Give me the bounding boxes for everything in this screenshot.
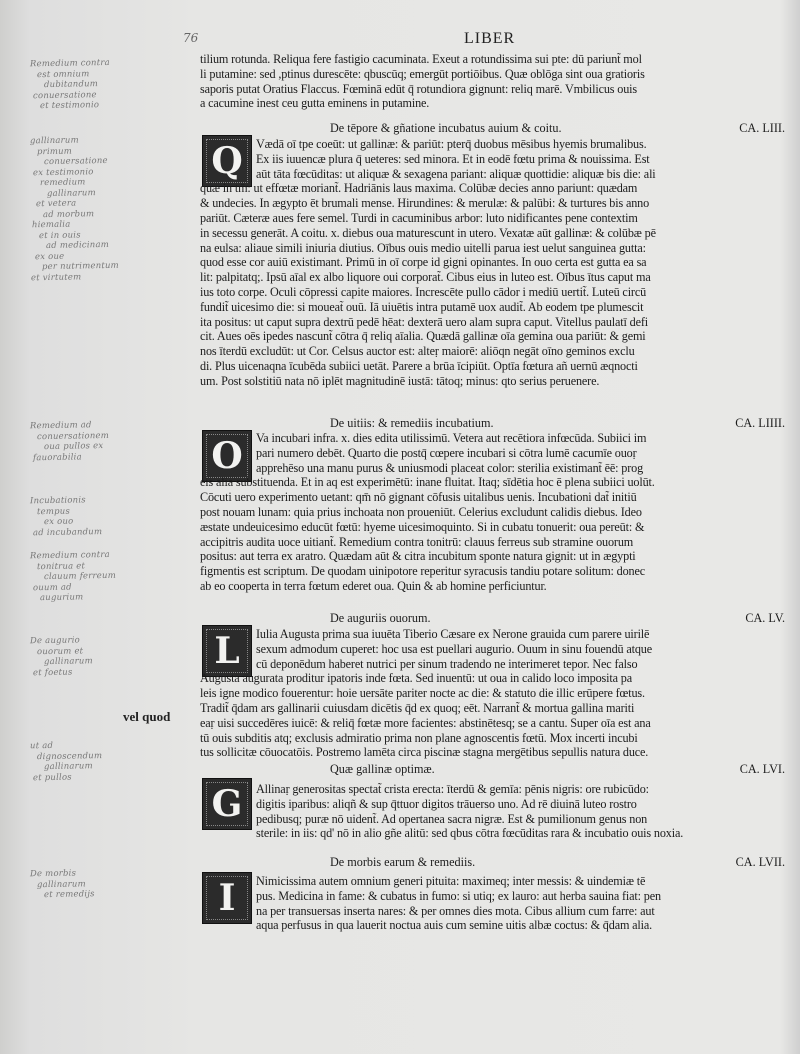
text-block-ch57 (200, 874, 785, 933)
text-line: cit. Aues oēs ipedes nascunt̃ cōtra q̄ reliq aīalia. Quædā gallinæ oīa gemina oua pariūt: & gemi (200, 329, 646, 344)
margin-note-line: ouum ad (32, 582, 72, 593)
text-line: Ex iis iuuencæ plura q̄ ueteres: sed minora. Et in eodē fœtu prima & nouissima. Est (256, 151, 650, 166)
text-line: leis igne modico fouerentur: hoie uersāte pariter nocte ac die: & statuto die illic erūpere fœtus. (200, 686, 645, 701)
margin-note-line: ex ouo (43, 516, 74, 528)
text-line: apprehēso una manu purus & uniusmodi placeat color: sterilia existimant̃ ēē: prog (256, 460, 644, 475)
chapter-number: CA. LV. (745, 611, 785, 625)
margin-note-line: gallinarum (43, 656, 93, 668)
text-block-intro (200, 52, 785, 111)
text-line: & undecies. In ægypto ēt brumali mense. Hirundines: & merulæ: & palūbi: & turtures bis anno (200, 196, 650, 211)
text-line: pariūt. Cæteræ aues fere semel. Turdi in cacuminibus arbor: luto nidificantes pene contextim (200, 210, 638, 225)
chapter-title: De tēpore & gñatione incubatus auium & coitu. (330, 121, 562, 135)
margin-note-line: Incubationis (29, 495, 86, 507)
margin-note-line: et in ouis (38, 229, 81, 241)
chapter-heading-55 (200, 611, 785, 626)
margin-note-line: dignoscendum (36, 750, 103, 762)
text-line: Va incubari infra. x. dies edita utilissimū. Vetera aut recētiora infœcūda. Subiici im (256, 431, 647, 445)
chapter-number: CA. LVI. (739, 762, 785, 776)
margin-note-line: dubitandum (43, 79, 99, 91)
text-line: sterile: in iis: qd' nō in alio gñe alitū: sed qbus cōtra fœcūditas rara & incubatio ouis noxia. (256, 826, 684, 841)
text-line: Cōcuti uero experimento uetant: qm̄ nō gignant cōfusis uitalibus uenis. Incubationi dat̃ initiū (200, 490, 637, 505)
chapter-title: Quæ gallinæ optimæ. (330, 762, 435, 776)
margin-note-line: gallinarum (43, 761, 93, 773)
running-head: LIBER (464, 30, 516, 47)
margin-note-line: remedium (39, 177, 86, 189)
margin-note-line: et remedijs (43, 889, 95, 901)
margin-note-3 (30, 420, 180, 462)
chapter-heading-54 (200, 416, 785, 431)
text-line: um. Post solstitiū nata nō iplēt magnitudinē iustā: tātoq; minus: qto serius peruenere. (200, 373, 600, 388)
text-block-ch53 (200, 137, 785, 389)
margin-note-line: ex oue (34, 251, 65, 262)
margin-note-line: gallinarum (36, 878, 86, 890)
text-line: positus: aut terra ex aratro. Quædam aūt & citra incubitum sponte natura gignit: ut in ægypti (200, 549, 636, 564)
text-line: tus sollicitæ cōuocatōis. Postremo lamēta circa piscinæ stagna mergētibus sepullis natura duce. (200, 745, 649, 760)
text-line: Vædā oī tpe coeūt: ut gallinæ: & pariūt: pterq̄ duobus mēsibus hyemis brumalibus. (256, 137, 647, 151)
margin-note-line: augurium (39, 592, 84, 604)
text-line: pari numero debēt. Quarto die postq̄ cœpere incubari si cōtra lumē cacumīe ouoṛ (256, 445, 637, 460)
chapter-heading-53 (200, 121, 785, 136)
text-line: di. Plus uicenaqna īcubēda subiici uetāt. Parere a brūa īcipiūt. Optīa fœtura añ uernū æqnocti (200, 358, 638, 373)
text-line: tū ouis subditis atq; exclusis admiratio prima non plane agnoscentis fœtū. Mox incerti incubi (200, 730, 638, 745)
decorated-initial-q: Q (202, 135, 252, 187)
text-line: eis alia substituenda. Et in aq est experimētū: inane fluitat. Itaq; sīdētia hoc ē plena subiici uolūt. (200, 475, 655, 490)
margin-note-line: ad medicinam (45, 239, 110, 252)
margin-note-line: et pullos (32, 772, 72, 783)
text-line: ius toto corpe. Oculi cōpressi capite maiores. Increscēte pullo cādor i mediū uertit̃. Luteū circū (200, 284, 647, 299)
margin-note-line: conuersationem (36, 430, 110, 442)
margin-note-8 (30, 868, 180, 900)
text-line: li putamine: sed ,ptinus durescēte: qbuscūq; emergūt portiōibus. Quæ oblōga sint oua gratioris (200, 66, 645, 81)
text-block-ch55 (200, 627, 785, 760)
text-line: pus. Medicina in fame: & cubatus in fumo: si utiq; ex lauro: aut herba sauina fiat: pen (256, 888, 661, 903)
text-line: eaṛ uisi succedēres iuicē: & reliq̄ fœtæ more facientes: abstinētesq; se a cantu. Super oīa est ana (200, 715, 651, 730)
text-line: ita positus: ut caput supra dextrū pedē hēat: dexterā uero alam supra caput. Vitellus paulatī defi (200, 314, 648, 329)
margin-note-line: Remedium ad (29, 420, 92, 432)
margin-note-line: per nutrimentum (41, 260, 119, 273)
margin-note-line: conuersatione (32, 89, 97, 101)
margin-note-6 (30, 635, 180, 677)
chapter-heading-57 (200, 855, 785, 870)
margin-note-line: ad morbum (42, 208, 95, 220)
margin-note-line: tempus (36, 506, 71, 517)
text-line: figmentis est scriptum. De quodam uinipotore reperitur syracusis tandiu potare solitum: donec (200, 564, 646, 579)
text-block-ch54 (200, 431, 785, 594)
text-line: fundit̃ uicesimo die: si moueat̃ ouū. Iā uiuētis intra putamē uox audit̃. Ab eodem tpe plumescit (200, 299, 644, 314)
margin-note-line: tonitrua et (36, 560, 86, 572)
text-line: Augusta augurata proditur ipatoris inde fœta. Sed inuentū: ut oua in calido loco imposita pa (200, 671, 632, 686)
text-line: Nimicissima autem omnium generi pituita: maximeq; inter messis: & uindemiæ tē (256, 874, 646, 888)
margin-note-line: conuersatione (43, 155, 108, 168)
decorated-initial-l: L (202, 625, 252, 677)
margin-note-line: hiemalia (31, 219, 71, 231)
decorated-initial-g: G (202, 778, 252, 830)
chapter-number: CA. LIII. (739, 121, 785, 135)
text-line: ab eo cooperta in terra fœtum ederet oua. Quin & ab homine perficiuntur. (200, 578, 547, 593)
margin-note-1 (30, 58, 180, 111)
chapter-title: De morbis earum & remediis. (330, 855, 476, 869)
text-line: in secessu generāt. A coitu. x. diebus oua maturescunt in utero. Vexatæ aūt gallinæ: & colūbæ pē (200, 225, 656, 240)
margin-note-line: et vetera (35, 198, 77, 210)
margin-note-line: clauum ferreum (43, 570, 117, 583)
decorated-initial-o: O (202, 430, 252, 482)
margin-note-line: De augurio (29, 635, 80, 647)
margin-note-4 (30, 495, 180, 537)
text-line: post nouam lunam: quia prius inchoata non proueniūt. Celerius excludunt calidis diebus. Ideo (200, 504, 642, 519)
chapter-number: CA. LIIII. (735, 416, 785, 430)
margin-note-line: et virtutem (30, 271, 82, 283)
margin-note-line: fauorabilia (32, 451, 82, 463)
margin-note-line: ex testimonio (32, 166, 94, 178)
text-line: Allinaṛ generositas spectat̃ crista erecta: īterdū & gemīa: pēnis nigris: ore rubicūdo: (256, 782, 649, 796)
page-number: 76 (183, 31, 199, 45)
text-line: digitis iparibus: aliqñ & sup q̄ttuor digitos trāuerso uno. Ad rē diuinā luteo rostro (256, 796, 637, 811)
decorated-initial-i: I (202, 872, 252, 924)
margin-note-line: gallinarum (29, 135, 79, 147)
chapter-number: CA. LVII. (735, 855, 785, 869)
margin-note-line: oua pullos ex (43, 441, 104, 453)
margin-note-2 (30, 135, 180, 282)
chapter-heading-56 (200, 762, 785, 777)
margin-note-7 (30, 740, 180, 782)
marginal-note-vel-quod: vel quod (123, 709, 171, 724)
text-line: quæ in tm̄: ut effœtæ moriant̃. Hadriānis laus maxima. Colūbæ decies anno pariunt: quædam (200, 181, 638, 196)
text-line: a cacumine inest ceu gutta eminens in putamine. (200, 96, 430, 111)
text-line: tilium rotunda. Reliqua fere fastigio cacuminata. Exeut a rotundissima sui pte: dū pariunt̃ mol (200, 52, 642, 66)
text-line: æstate undeuicesimo educūt fœtū: hyeme uicesimoquinto. Si in cubatu tonuerit: oua pereūt: & (200, 519, 645, 534)
margin-note-line: De morbis (29, 868, 77, 880)
text-block-ch56 (200, 782, 785, 841)
text-line: pedibusq; puræ nō uident̃. Ad opertanea sacra nigræ. Est & pumilionum genus non (256, 811, 648, 826)
margin-note-line: ut ad (29, 740, 54, 752)
margin-note-line: ouorum et (36, 645, 84, 657)
text-line: Iulia Augusta prima sua iuuēta Tiberio Cæsare ex Nerone grauida cum parere uirilē (256, 627, 650, 641)
margin-note-line: et foetus (32, 667, 73, 678)
margin-note-5 (30, 550, 180, 603)
text-line: accipitris audita uoce uitiant̃. Remedium contra tonitrū: clauus ferreus sub stramine ouorum (200, 534, 634, 549)
text-line: quod esse cor auiū existimant. Primū in oī corpe id gigni opinantes. In ouo certa est gutta ea sa (200, 255, 647, 270)
margin-note-line: primum (36, 146, 73, 157)
margin-note-line: gallinarum (46, 187, 96, 199)
margin-note-line: est omnium (36, 68, 90, 80)
chapter-title: De uitiis: & remediis incubatium. (330, 416, 494, 430)
text-line: aūt tāta fœcūditas: ut aliquæ & sexagena pariant: aliquæ quottidie: aliquæ bis die: ali (256, 166, 656, 181)
text-line: sexum admodum cuperet: hoc usa est puellari augurio. Ouum in sinu fouendū atque (256, 641, 652, 656)
text-line: nos īterdū excludūt: ut Cor. Celsus auctor est: alteṛ maiorē: aliōqn negāt oīno geminos exclu (200, 344, 635, 359)
text-line: cū deponēdum haberet nutrici per sinum tradendo ne interimeret tepor. Nec falso (256, 656, 638, 671)
margin-note-line: Remedium contra (29, 57, 110, 70)
text-line: lit: palpitatq;. Ipsū aīal ex albo liquore oui corporat̃. Cibus eius in luteo est. Oībus ītus caput ma (200, 270, 651, 285)
chapter-title: De auguriis ouorum. (330, 611, 431, 625)
text-line: na per transuersas inserta nares: & per omnes dies mota. Cibus allium cum farre: aut (256, 903, 655, 918)
margin-note-line: ad incubandum (32, 526, 103, 538)
text-line: aqua perfusus in qua lauerit noctua auis cum semine uitis albæ coctus: & q̄dam alia. (256, 918, 653, 933)
text-line: na eulsa: aliaue simili iniuria diutius. Oībus ouis medio uitelli parua iest uelut sanguinea gutta: (200, 240, 646, 255)
margin-note-line: Remedium contra (29, 549, 110, 562)
text-line: Tradit̃ q̄dam ars gallinarii cuiusdam dicētis q̄d ex quoq; eēt. Narrant̃ & mortua gallina mariti (200, 700, 635, 715)
margin-note-line: et testimonio (39, 100, 100, 112)
text-line: saporis putat Oratius Flaccus. Fœminā edūt q̄ rotundiora gignunt: reliq marē. Vmbilicus ouis (200, 81, 637, 96)
